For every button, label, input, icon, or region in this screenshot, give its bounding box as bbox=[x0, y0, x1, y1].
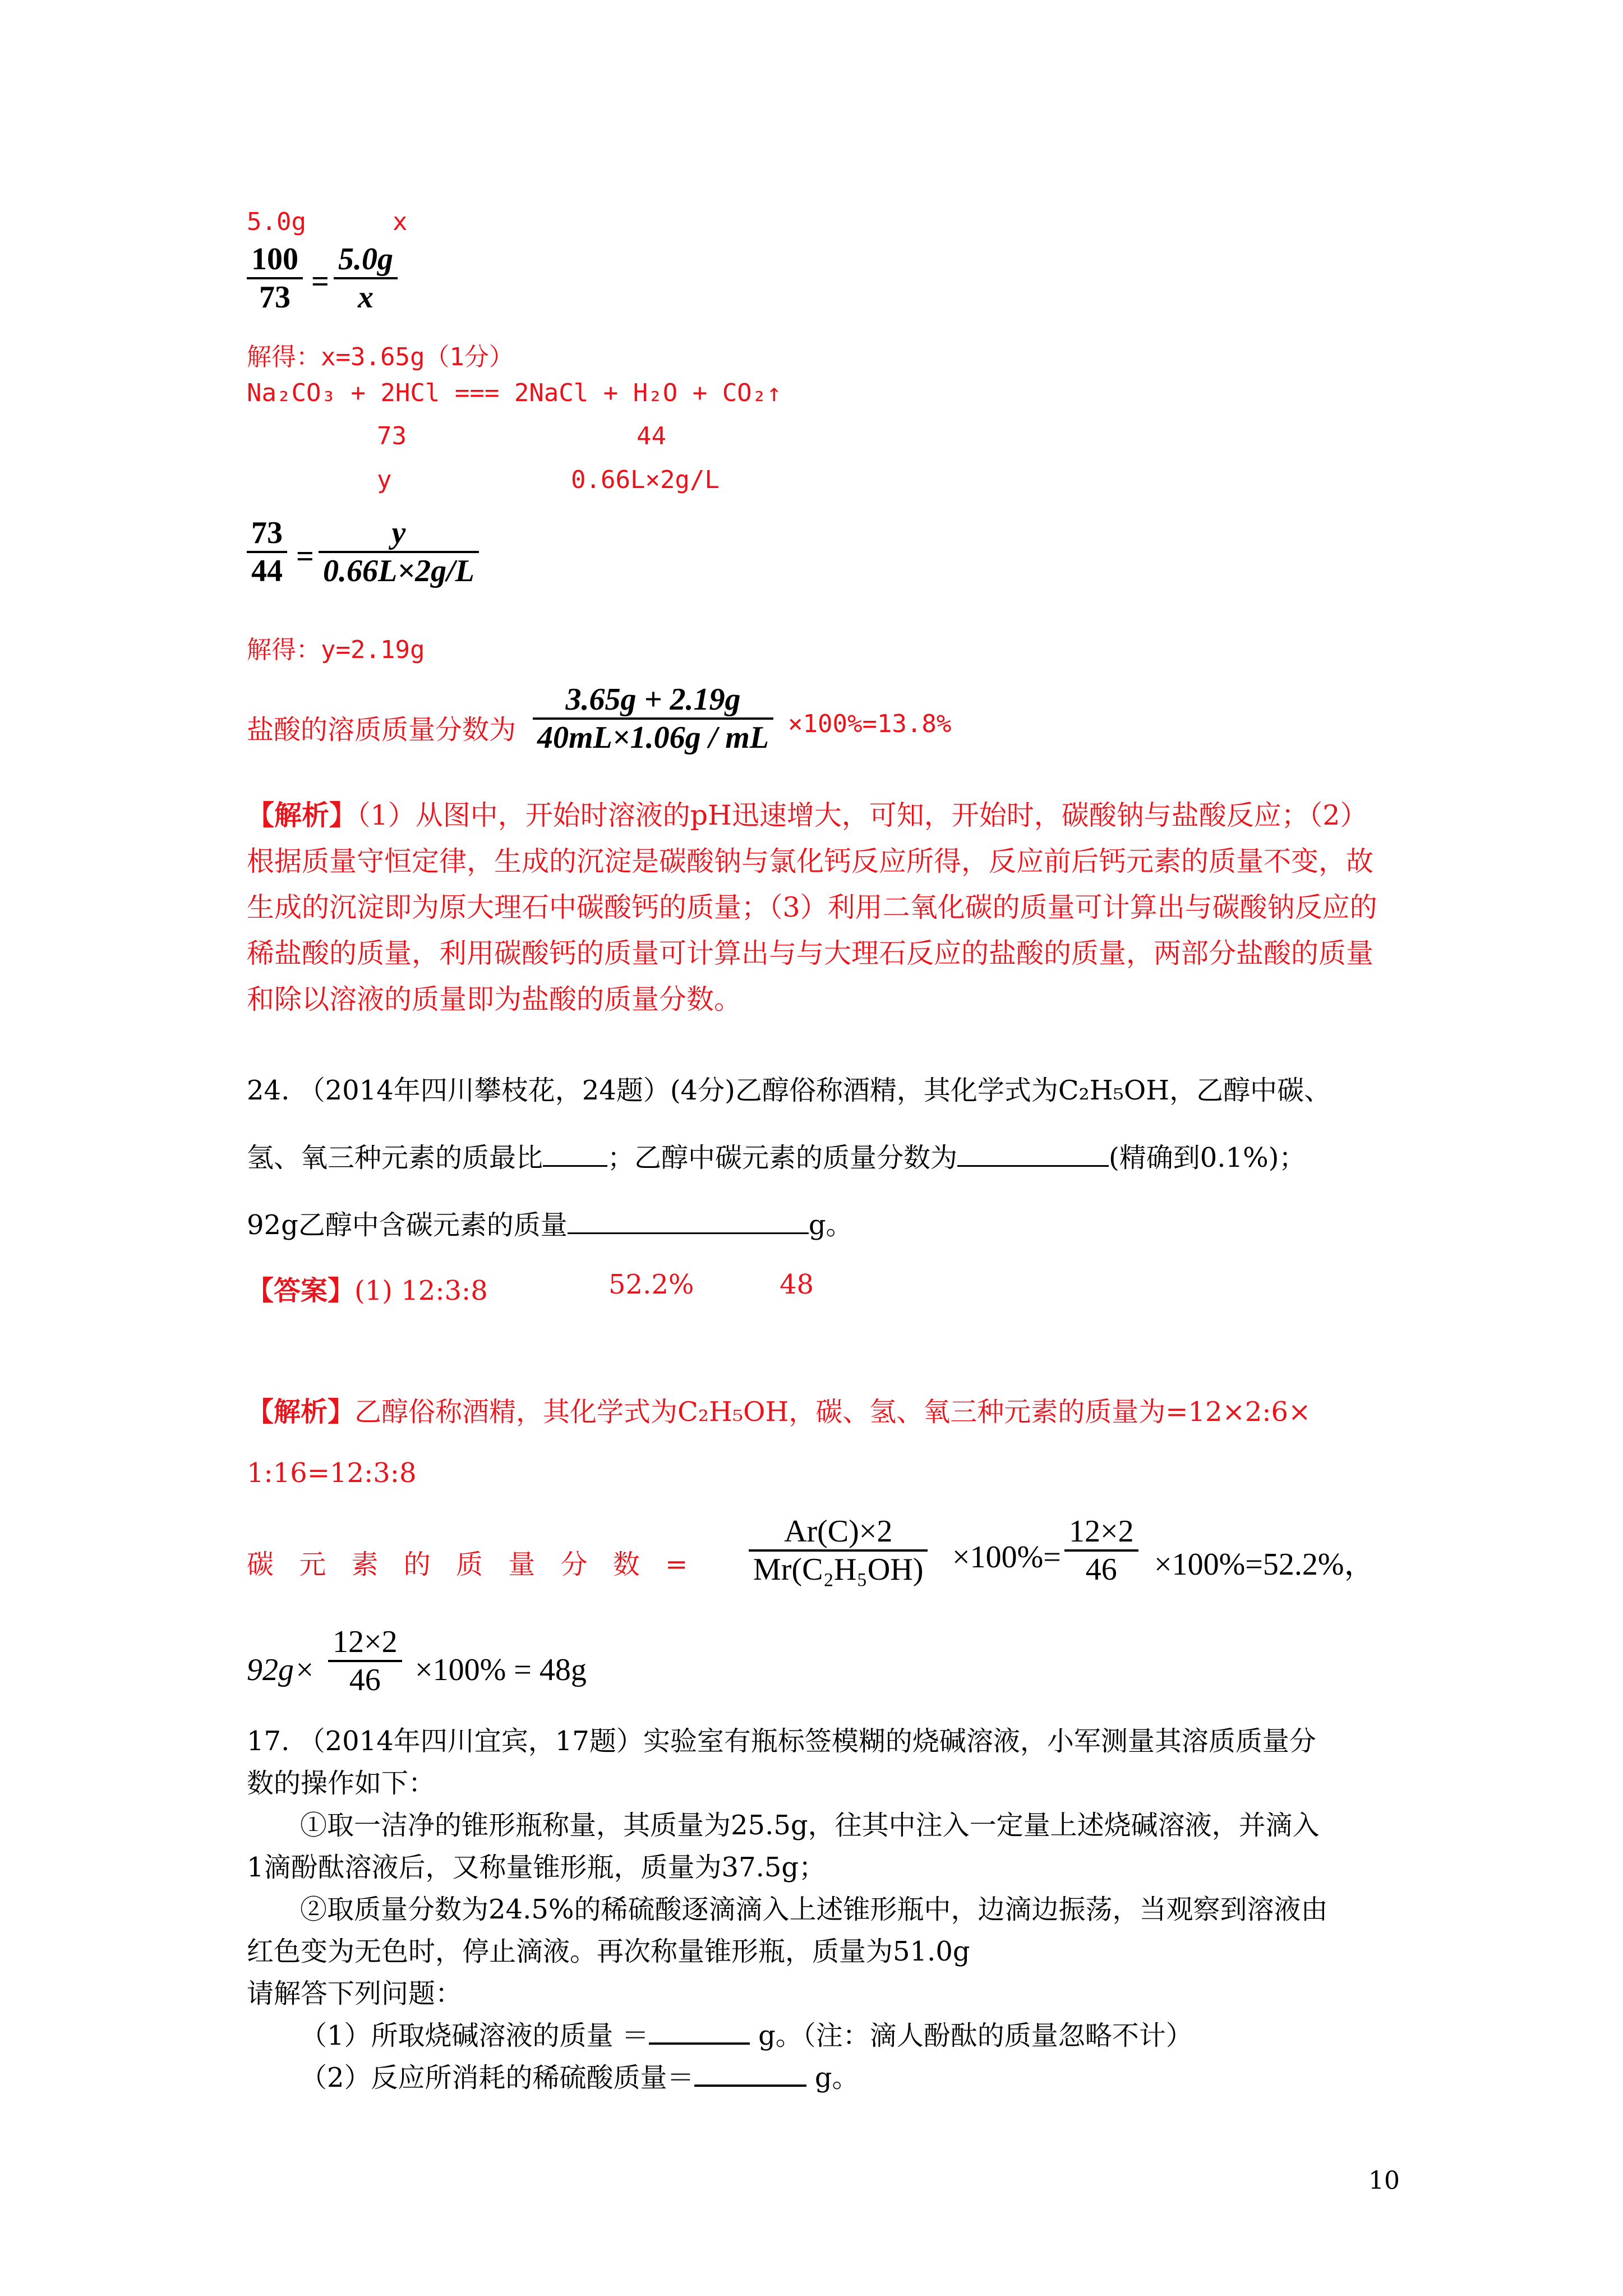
coef-73: 73 bbox=[377, 422, 407, 450]
carbon-mass-result: ×100% = 48g bbox=[415, 1653, 587, 1687]
q24-analysis-line1: 【解析】乙醇俗称酒精，其化学式为C₂H₅OH，碳、氢、氧三种元素的质量为=12×2:6× bbox=[247, 1396, 1311, 1428]
pct-result: ×100%=13.8% bbox=[788, 710, 952, 738]
q17-blank-naoh[interactable] bbox=[649, 2020, 750, 2045]
q17-blank-h2so4[interactable] bbox=[694, 2062, 806, 2087]
q24-blank-ratio[interactable] bbox=[543, 1143, 607, 1167]
solve-y: 解得：y=2.19g bbox=[247, 636, 425, 664]
pct-fraction: 3.65g + 2.19g 40mL×1.06g / mL bbox=[533, 682, 773, 756]
ratio-5g-x: 5.0g x bbox=[334, 241, 398, 315]
q24-line1: 24. （2014年四川攀枝花，24题）(4分)乙醇俗称酒精，其化学式为C₂H₅OH，乙醇中碳、 bbox=[247, 1075, 1331, 1106]
pct-label: 盐酸的溶质质量分数为 bbox=[247, 714, 517, 746]
gas-mass: 0.66L×2g/L bbox=[571, 466, 720, 494]
q24-blank-percent[interactable] bbox=[957, 1143, 1109, 1167]
carbon-mass-prefix: 92g× bbox=[247, 1653, 315, 1687]
q24-line2: 氢、氧三种元素的质最比 ；乙醇中碳元素的质量分数为 (精确到0.1%)； bbox=[247, 1142, 1306, 1174]
ratio-y-gas: y 0.66L×2g/L bbox=[319, 515, 479, 589]
q24-analysis-line2: 1:16=12:3:8 bbox=[247, 1457, 417, 1489]
q24-answer-3: 48 bbox=[780, 1269, 814, 1300]
var-y: y bbox=[377, 466, 392, 494]
q17-step1-b: 1滴酚酞溶液后，又称量锥形瓶，质量为37.5g； bbox=[247, 1852, 826, 1883]
q17-sub1: （1）所取烧碱溶液的质量 ＝ g。（注：滴人酚酞的质量忽略不计） bbox=[300, 2020, 1193, 2051]
analysis-1-text: （1）从图中，开始时溶液的pH迅速增大，可知，开始时，碳酸钠与盐酸反应；（2）根据质量守恒定律，生成的沉淀是碳酸钠与氯化钙反应所得，反应前后钙元素的质量不变，故生成的沉淀即为原大理石中碳酸钙的质量；（3）利用二氧化碳的质量可计算出与碳酸钠反应的稀盐酸的质量，利用碳酸钙的质量可计算出与与大理石反应的盐酸的质量，两部分盐酸的质量和除以溶液的质量即为盐酸的质量分数。 bbox=[247, 799, 1377, 1015]
q17-prompt: 请解答下列问题： bbox=[247, 1978, 463, 2009]
ratio-73-44: 73 44 bbox=[247, 515, 287, 589]
q17-step2-a: ②取质量分数为24.5%的稀硫酸逐滴滴入上述锥形瓶中，边滴边振荡，当观察到溶液由 bbox=[300, 1894, 1328, 1925]
carbon-result: ×100%=52.2%， bbox=[1154, 1547, 1376, 1582]
analysis-1-label: 【解析】 bbox=[247, 799, 357, 831]
solve-x: 解得：x=3.65g（1分） bbox=[247, 343, 514, 371]
ratio-100-73: 100 73 bbox=[247, 241, 303, 315]
q17-intro-1: 17. （2014年四川宜宾，17题）实验室有瓶标签模糊的烧碱溶液，小军测量其溶质质量分 bbox=[247, 1726, 1316, 1757]
carbon-number-fraction: 12×2 46 bbox=[1064, 1513, 1138, 1588]
q24-answer: 【答案】(1) 12:3:8 bbox=[247, 1275, 488, 1306]
carbon-mid: ×100%= bbox=[952, 1540, 1061, 1575]
q17-intro-2: 数的操作如下： bbox=[247, 1768, 436, 1799]
reaction-equation: Na₂CO₃ + 2HCl === 2NaCl + H₂O + CO₂↑ bbox=[247, 379, 782, 407]
q17-step1-a: ①取一洁净的锥形瓶称量，其质量为25.5g，往其中注入一定量上述烧碱溶液，并滴入 bbox=[300, 1810, 1320, 1841]
page-number: 10 bbox=[1368, 2166, 1400, 2195]
analysis-1 bbox=[247, 792, 1391, 1023]
var-x: x bbox=[393, 208, 408, 236]
q24-line3: 92g乙醇中含碳元素的质量 g。 bbox=[247, 1209, 853, 1241]
q24-blank-mass[interactable] bbox=[568, 1210, 809, 1234]
carbon-formula-fraction: Ar(C)×2 Mr(C₂H₅OH) bbox=[749, 1513, 928, 1588]
carbon-mass-fraction: 12×2 46 bbox=[328, 1624, 402, 1698]
mass-5g: 5.0g bbox=[247, 208, 306, 236]
carbon-fraction-label: 碳 元 素 的 质 量 分 数 = bbox=[247, 1549, 688, 1580]
q17-sub2: （2）反应所消耗的稀硫酸质量＝ g。 bbox=[300, 2062, 859, 2093]
coef-44: 44 bbox=[637, 422, 666, 450]
q17-step2-b: 红色变为无色时，停止滴液。再次称量锥形瓶，质量为51.0g bbox=[247, 1936, 970, 1967]
q24-answer-2: 52.2% bbox=[608, 1269, 694, 1300]
